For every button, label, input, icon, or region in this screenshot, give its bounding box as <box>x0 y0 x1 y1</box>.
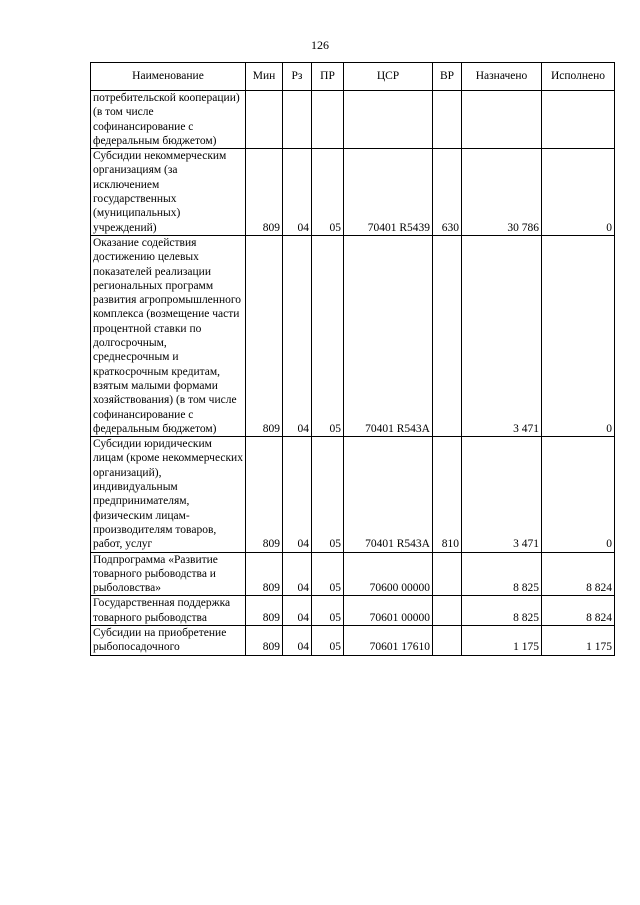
cell-executed: 0 <box>542 149 615 236</box>
cell-assigned: 8 825 <box>462 596 542 626</box>
cell-vr <box>433 91 462 149</box>
cell-executed: 8 824 <box>542 552 615 596</box>
cell-vr <box>433 552 462 596</box>
cell-csr: 70401 R543A <box>344 437 433 552</box>
cell-vr <box>433 235 462 436</box>
cell-rz: 04 <box>283 235 312 436</box>
cell-min: 809 <box>246 235 283 436</box>
table-row <box>91 149 615 236</box>
budget-table <box>90 62 615 656</box>
cell-name: Государственная поддержка товарного рыбоводства <box>91 596 246 626</box>
col-header-pr: ПР <box>312 63 344 91</box>
cell-name: Субсидии некоммерческим организациям (за исключением государственных (муниципальных) учреждений) <box>91 149 246 236</box>
cell-rz: 04 <box>283 437 312 552</box>
col-header-csr: ЦСР <box>344 63 433 91</box>
col-header-vr: ВР <box>433 63 462 91</box>
cell-name: потребительской кооперации) (в том числе софинансирование с федеральным бюджетом) <box>91 91 246 149</box>
cell-pr: 05 <box>312 235 344 436</box>
table-row <box>91 625 615 655</box>
cell-name: Субсидии на приобретение рыбопосадочного <box>91 625 246 655</box>
cell-name: Оказание содействия достижению целевых показателей реализации региональных программ развития агропромышленного комплекса (возмещение части процентной ставки по долгосрочным, среднесрочным и краткосрочным кредитам, взятым малыми формами хозяйствования) (в том числе софинансирование с федеральным бюджетом) <box>91 235 246 436</box>
col-header-name: Наименование <box>91 63 246 91</box>
cell-name: Субсидии юридическим лицам (кроме некоммерческих организаций), индивидуальным предпринимателям, физическим лицам-производителям товаров, работ, услуг <box>91 437 246 552</box>
cell-executed: 1 175 <box>542 625 615 655</box>
cell-assigned: 8 825 <box>462 552 542 596</box>
cell-min: 809 <box>246 149 283 236</box>
cell-min <box>246 91 283 149</box>
table-row <box>91 235 615 436</box>
cell-vr <box>433 596 462 626</box>
cell-executed: 0 <box>542 437 615 552</box>
cell-assigned: 3 471 <box>462 437 542 552</box>
table-row <box>91 437 615 552</box>
cell-min: 809 <box>246 552 283 596</box>
col-header-assigned: Назначено <box>462 63 542 91</box>
cell-vr: 630 <box>433 149 462 236</box>
cell-csr: 70601 00000 <box>344 596 433 626</box>
table-header-row <box>91 63 615 91</box>
cell-executed: 8 824 <box>542 596 615 626</box>
cell-pr: 05 <box>312 437 344 552</box>
table-row <box>91 552 615 596</box>
cell-assigned: 1 175 <box>462 625 542 655</box>
page-number: 126 <box>311 38 329 52</box>
cell-executed <box>542 91 615 149</box>
cell-csr: 70601 17610 <box>344 625 433 655</box>
cell-csr <box>344 91 433 149</box>
col-header-min: Мин <box>246 63 283 91</box>
cell-assigned <box>462 91 542 149</box>
cell-pr <box>312 91 344 149</box>
cell-rz: 04 <box>283 149 312 236</box>
cell-pr: 05 <box>312 552 344 596</box>
cell-csr: 70401 R5439 <box>344 149 433 236</box>
col-header-rz: Рз <box>283 63 312 91</box>
cell-vr <box>433 625 462 655</box>
cell-rz: 04 <box>283 625 312 655</box>
cell-name: Подпрограмма «Развитие товарного рыбоводства и рыболовства» <box>91 552 246 596</box>
cell-rz <box>283 91 312 149</box>
cell-min: 809 <box>246 625 283 655</box>
cell-assigned: 30 786 <box>462 149 542 236</box>
cell-csr: 70401 R543A <box>344 235 433 436</box>
cell-min: 809 <box>246 596 283 626</box>
cell-csr: 70600 00000 <box>344 552 433 596</box>
cell-pr: 05 <box>312 596 344 626</box>
cell-executed: 0 <box>542 235 615 436</box>
cell-pr: 05 <box>312 625 344 655</box>
cell-rz: 04 <box>283 552 312 596</box>
cell-pr: 05 <box>312 149 344 236</box>
col-header-executed: Исполнено <box>542 63 615 91</box>
cell-vr: 810 <box>433 437 462 552</box>
table-row <box>91 596 615 626</box>
cell-rz: 04 <box>283 596 312 626</box>
table-row <box>91 91 615 149</box>
cell-assigned: 3 471 <box>462 235 542 436</box>
cell-min: 809 <box>246 437 283 552</box>
